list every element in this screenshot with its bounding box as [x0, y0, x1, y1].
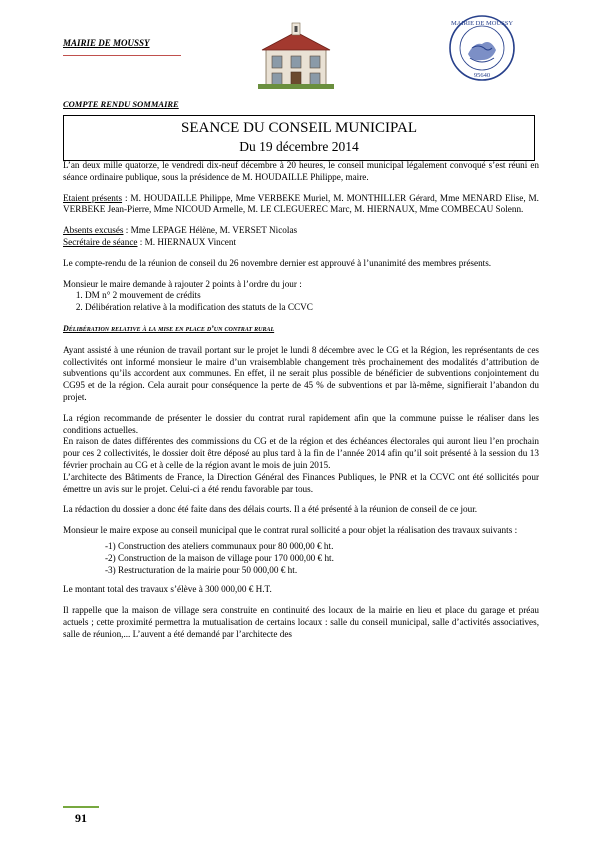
absents-line — [63, 225, 539, 237]
paragraph-context: Ayant assisté à une réunion de travail portant sur le projet le lundi 8 décembre avec le CG et la Région, les représentants de ces collectivités ont informé monsieur le maire d’un vraisemblable changement très prochainement des modalités d’attribution de subventions qu’ils accordent aux communes. En effet, il ne serait plus possible de bénéficier de subventions conjointement du CG95 et de la région. Cela aurait pour conséquence la perte de 45 % de subventions et par là-même, signifierait l’abandon du projet. — [63, 344, 539, 402]
footer-divider — [63, 806, 99, 808]
absents-label: Absents excusés — [63, 225, 124, 236]
session-date: Du 19 décembre 2014 — [239, 139, 359, 154]
page-number: 91 — [75, 811, 87, 825]
paragraph-redaction: La rédaction du dossier a donc été faite dans des délais courts. Il a été présenté à la réunion de conseil de ce jour. — [63, 504, 478, 515]
header-left — [63, 38, 181, 56]
secretaire-label: Secrétaire de séance — [63, 236, 138, 247]
total-line: Le montant total des travaux s’élève à 300 000,00 € H.T. — [63, 584, 272, 595]
seal-code: 95640 — [473, 72, 491, 79]
municipal-seal — [448, 14, 516, 82]
title-box — [63, 115, 535, 161]
secretaire-line — [63, 237, 539, 249]
secretaire-text: : M. HIERNAUX Vincent — [137, 236, 237, 247]
paragraph-region: La région recommande de présenter le dossier du contrat rural rapidement afin que la commune puisse le réaliser dans les conditions actuelles. — [63, 412, 539, 435]
presents-paragraph — [63, 193, 539, 217]
section-title: Délibération relative à la mise en place d’un contrat rural — [63, 323, 275, 333]
works-item: -3) Restructuration de la mairie pour 50 000,00 € ht. — [105, 564, 298, 575]
approval-paragraph: Le compte-rendu de la réunion de conseil du 26 novembre dernier est approuvé à l’unanimité des membres présents. — [63, 257, 492, 268]
presents-label: Etaient présents — [63, 192, 123, 203]
seal-title: MAIRIE DE MOUSSY — [450, 20, 514, 27]
town-hall-icon — [256, 20, 336, 90]
mairie-label: MAIRIE DE MOUSSY — [63, 38, 150, 48]
agenda-list — [63, 290, 539, 314]
header-divider — [63, 55, 181, 56]
agenda-item: 2. Délibération relative à la modification des statuts de la CCVC — [85, 302, 539, 314]
presents-text: : M. HOUDAILLE Philippe, Mme VERBEKE Muriel, M. MONTHILLER Gérard, Mme MENARD Elise, M. VERBEKE Jean-Pierre, Mme NICOUD Armelle, M. LE CLEGUEREC Marc, M. HIERNAUX, Mme COMBECAU Solenn. — [63, 192, 539, 215]
session-title: SEANCE DU CONSEIL MUNICIPAL — [181, 120, 417, 136]
absents-text: : Mme LEPAGE Hélène, M. VERSET Nicolas — [123, 225, 298, 236]
paragraph-maison: Il rappelle que la maison de village sera construite en continuité des locaux de la mairie en lieu et place du garage et préau actuels ; cette proximité permettra la mutualisation de certains locaux : salle du conseil municipal, salle d’activités associatives, salle de réunion,... L’auvent a été demandé par l’architecte des — [63, 605, 539, 639]
intro-paragraph: L’an deux mille quatorze, le vendredi dix-neuf décembre à 20 heures, le conseil municipal légalement convoqué s’est réuni en séance ordinaire publique, sous la présidence de M. HOUDAILLE Philippe, maire. — [63, 160, 539, 182]
paragraph-works-intro: Monsieur le maire expose au conseil municipal que le contrat rural sollicité a pour objet la réalisation des travaux suivants : — [63, 525, 518, 536]
minutes-body — [63, 160, 539, 650]
compte-rendu-label: COMPTE RENDU SOMMAIRE — [63, 99, 179, 109]
works-list — [105, 541, 539, 576]
agenda-item: 1. DM n° 2 mouvement de crédits — [85, 290, 539, 302]
works-item: -2) Construction de la maison de village pour 170 000,00 € ht. — [105, 552, 334, 563]
paragraph-dates: En raison de dates différentes des commissions du CG et de la région et des échéances électorales qui auront lieu l’en prochain pour ces 2 collectivités, le dossier doit être déposé au plus tard à la fin de l’année 2014 afin qu’il soit présenté à la session du 13 février prochain au CG et à celle de la région avant le mois de juin 2015. — [63, 436, 539, 470]
paragraph-architect: L’architecte des Bâtiments de France, la Direction Général des Finances Publiques, le PNR et la CCVC ont été sollicités pour émettre un avis sur le projet. Celui-ci a été rendu favorable par tous. — [63, 471, 539, 494]
agenda-intro: Monsieur le maire demande à rajouter 2 points à l’ordre du jour : — [63, 278, 302, 289]
works-item: -1) Construction des ateliers communaux pour 80 000,00 € ht. — [105, 540, 334, 551]
